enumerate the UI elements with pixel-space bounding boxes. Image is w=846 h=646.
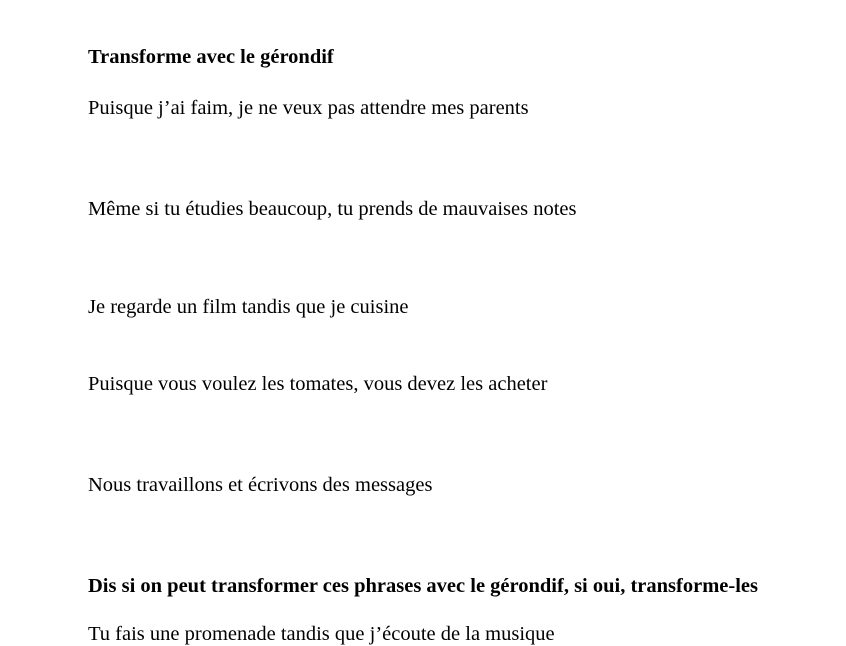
exercise-1-sentence-1: Puisque j’ai faim, je ne veux pas attendre mes parents xyxy=(88,97,529,119)
exercise-2-sentence-1: Tu fais une promenade tandis que j’écoute de la musique xyxy=(88,623,555,645)
exercise-1-sentence-5: Nous travaillons et écrivons des messages xyxy=(88,474,433,496)
exercise-1-sentence-3: Je regarde un film tandis que je cuisine xyxy=(88,296,409,318)
exercise-2-heading: Dis si on peut transformer ces phrases avec le gérondif, si oui, transforme-les xyxy=(88,575,758,597)
exercise-1-sentence-4: Puisque vous voulez les tomates, vous devez les acheter xyxy=(88,373,548,395)
exercise-1-heading: Transforme avec le gérondif xyxy=(88,46,334,68)
exercise-1-sentence-2: Même si tu étudies beaucoup, tu prends de mauvaises notes xyxy=(88,198,577,220)
